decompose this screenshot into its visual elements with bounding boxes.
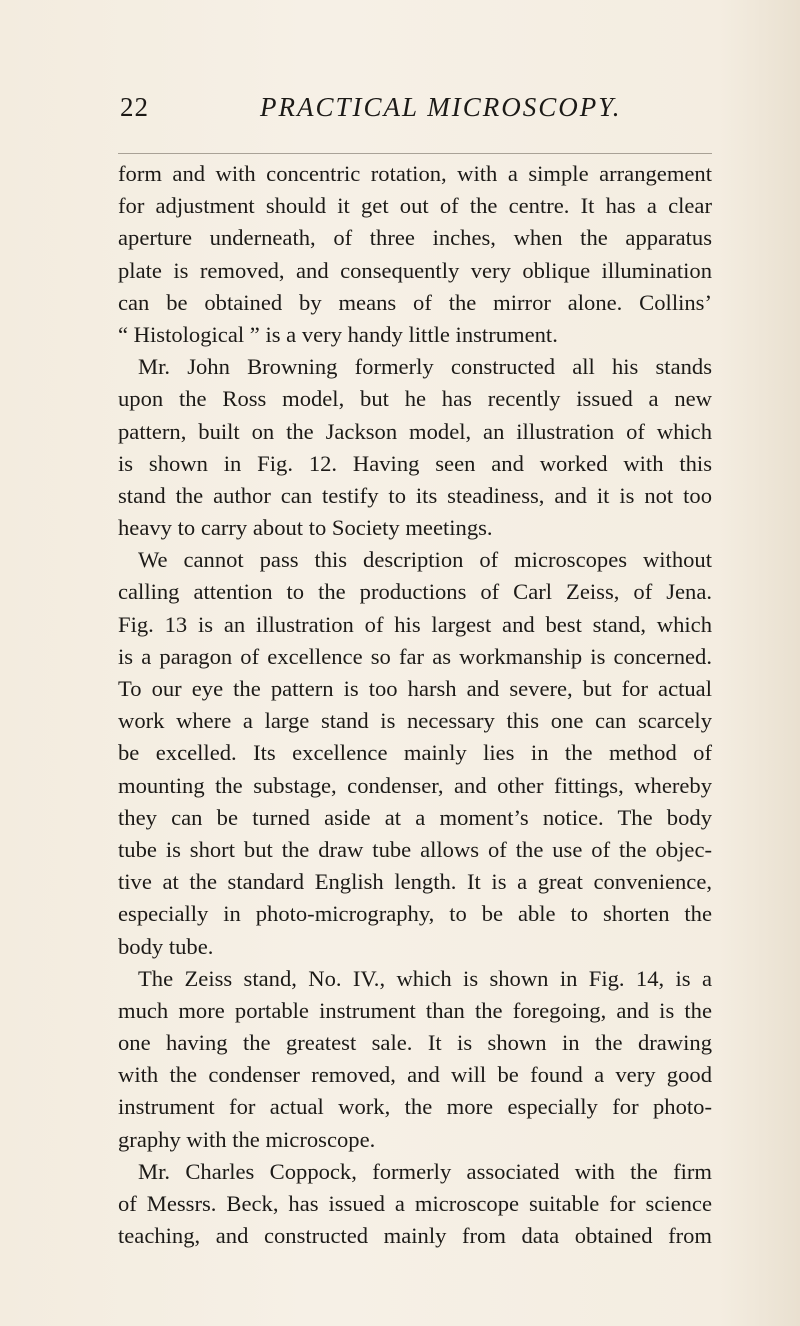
text-line: Mr. Charles Coppock, formerly associated with the firm [138, 1158, 712, 1184]
text-line: mounting the substage, condenser, and other fittings, whereby [118, 772, 712, 798]
text-line: upon the Ross model, but he has recently issued a new [118, 386, 712, 412]
text-line: instrument for actual work, the more especially for photo- [118, 1094, 712, 1120]
text-line: of Messrs. Beck, has issued a microscope suitable for science [118, 1191, 712, 1216]
text-line: graphy with the microscope. [118, 1126, 376, 1152]
body-text [118, 158, 712, 1252]
text-line: be excelled. Its excellence mainly lies in the method of [118, 740, 712, 766]
text-line: To our eye the pattern is too harsh and severe, but for actual [118, 676, 712, 701]
text-line: tive at the standard English length. It is a great convenience, [118, 869, 712, 895]
text-line: pattern, built on the Jackson model, an illustration of which [118, 418, 712, 444]
text-line: Mr. John Browning formerly constructed all his stands [138, 354, 712, 380]
page-number: 22 [120, 92, 149, 122]
text-line: plate is removed, and consequently very oblique illumination [118, 257, 712, 283]
text-line: heavy to carry about to Society meetings. [118, 515, 493, 541]
text-line: they can be turned aside at a moment’s notice. The body [118, 804, 712, 830]
text-line: can be obtained by means of the mirror alone. Collins’ [118, 289, 712, 315]
page-header [120, 92, 720, 132]
text-line: calling attention to the productions of Carl Zeiss, of Jena. [118, 579, 712, 605]
text-line: work where a large stand is necessary this one can scarcely [118, 708, 712, 734]
running-title: PRACTICAL MICROSCOPY. [260, 92, 622, 122]
text-line: Fig. 13 is an illustration of his largest and best stand, which [118, 611, 712, 637]
text-line: much more portable instrument than the foregoing, and is the [118, 997, 712, 1023]
text-line: “ Histological ” is a very handy little instrument. [118, 321, 558, 347]
text-line: aperture underneath, of three inches, when the apparatus [118, 225, 712, 251]
text-line: teaching, and constructed mainly from data obtained from [118, 1223, 712, 1249]
text-line: tube is short but the draw tube allows of the use of the objec- [118, 836, 712, 862]
text-line: The Zeiss stand, No. IV., which is shown in Fig. 14, is a [138, 965, 712, 991]
text-line: form and with concentric rotation, with a simple arrangement [118, 161, 712, 186]
text-line: for adjustment should it get out of the centre. It has a clear [118, 193, 712, 219]
text-line: body tube. [118, 933, 214, 959]
header-rule [118, 153, 712, 154]
text-line: We cannot pass this description of microscopes without [138, 547, 712, 573]
text-line: one having the greatest sale. It is shown in the drawing [118, 1030, 712, 1056]
text-line: stand the author can testify to its steadiness, and it is not too [118, 482, 712, 508]
text-line: with the condenser removed, and will be found a very good [118, 1062, 712, 1088]
text-line: especially in photo-micrography, to be able to shorten the [118, 901, 712, 927]
text-line: is a paragon of excellence so far as workmanship is concerned. [118, 643, 712, 669]
text-line: is shown in Fig. 12. Having seen and worked with this [118, 450, 712, 476]
